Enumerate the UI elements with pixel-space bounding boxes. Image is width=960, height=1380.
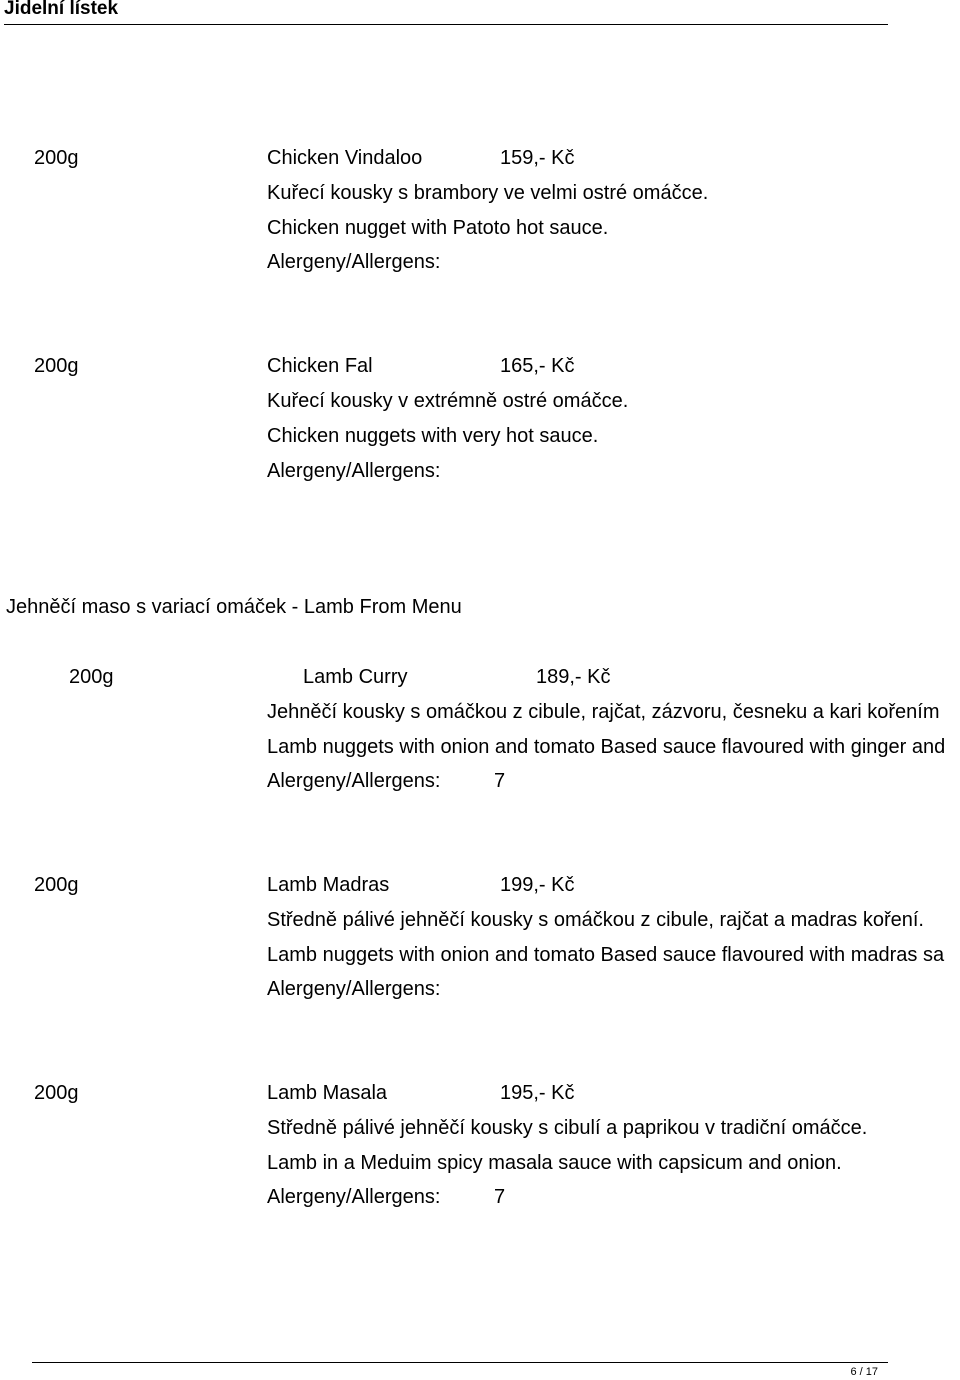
item-name: Lamb Masala	[267, 1082, 388, 1104]
item-price: 195,- Kč	[500, 1082, 575, 1104]
item-description-en: Lamb nuggets with onion and tomato Based sauce flavoured with madras sa	[267, 944, 945, 966]
item-description-cz: Středně pálivé jehněčí kousky s cibulí a paprikou v tradiční omáčce.	[267, 1117, 868, 1139]
item-description-en: Chicken nuggets with very hot sauce.	[267, 425, 599, 447]
item-price: 199,- Kč	[500, 874, 575, 896]
item-description-en: Lamb nuggets with onion and tomato Based sauce flavoured with ginger and	[267, 736, 946, 758]
item-description-en: Chicken nugget with Patoto hot sauce.	[267, 217, 609, 239]
item-allergens-label: Alergeny/Allergens:	[267, 770, 441, 792]
page-footer	[32, 1362, 888, 1380]
item-allergens-label: Alergeny/Allergens:	[267, 1186, 441, 1208]
item-weight: 200g	[34, 355, 79, 377]
item-allergens: 7	[494, 1186, 506, 1208]
page-number: 6 / 17	[850, 1366, 878, 1378]
item-description-cz: Kuřecí kousky s brambory ve velmi ostré omáčce.	[267, 182, 709, 204]
item-price: 189,- Kč	[536, 666, 611, 688]
item-price: 159,- Kč	[500, 147, 575, 169]
item-price: 165,- Kč	[500, 355, 575, 377]
item-weight: 200g	[69, 666, 114, 688]
item-name: Chicken Vindaloo	[267, 147, 423, 169]
page-title: Jidelní lístek	[4, 0, 119, 19]
section-title: Jehněčí maso s variací omáček - Lamb From Menu	[6, 596, 462, 618]
item-description-en: Lamb in a Meduim spicy masala sauce with capsicum and onion.	[267, 1152, 842, 1174]
item-allergens-label: Alergeny/Allergens:	[267, 460, 441, 482]
item-allergens: 7	[494, 770, 506, 792]
item-description-cz: Středně pálivé jehněčí kousky s omáčkou z cibule, rajčat a madras koření.	[267, 909, 924, 931]
item-weight: 200g	[34, 147, 79, 169]
item-name: Lamb Curry	[303, 666, 408, 688]
page-header	[4, 0, 888, 25]
item-name: Lamb Madras	[267, 874, 390, 896]
item-description-cz: Jehněčí kousky s omáčkou z cibule, rajčat, zázvoru, česneku a kari kořením	[267, 701, 940, 723]
item-weight: 200g	[34, 1082, 79, 1104]
item-allergens-label: Alergeny/Allergens:	[267, 251, 441, 273]
item-description-cz: Kuřecí kousky v extrémně ostré omáčce.	[267, 390, 629, 412]
item-allergens-label: Alergeny/Allergens:	[267, 978, 441, 1000]
item-name: Chicken Fal	[267, 355, 373, 377]
item-weight: 200g	[34, 874, 79, 896]
